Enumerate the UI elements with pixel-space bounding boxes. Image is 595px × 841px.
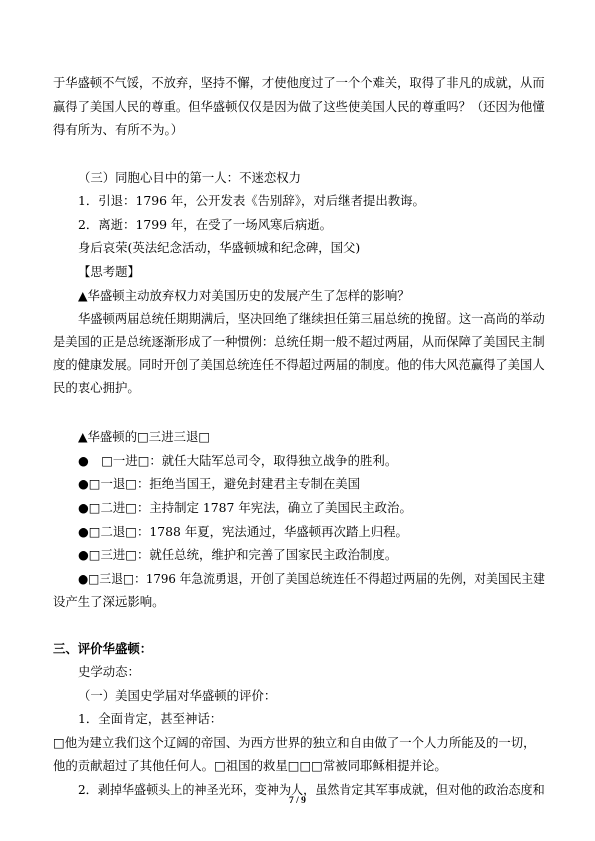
section-heading: 三、评价华盛顿： [53,641,153,656]
jintui-title: ▲华盛顿的□三进三退□ [78,429,211,444]
body-line: □他为建立我们这个辽阔的帝国、为西方世界的独立和自由做了一个人力所能及的一切， [53,735,536,750]
list-item: ●□一退□：拒绝当国王，避免封建君主专制在美国 [78,476,361,491]
list-item: ●□二进□：主持制定 1787 年宪法，确立了美国民主政治。 [78,500,412,515]
page-number: 7 / 9 [289,796,306,806]
list-item: 1．全面肯定，甚至神话： [78,711,223,726]
list-item: ●□三进□：就任总统，维护和完善了国家民主政治制度。 [78,547,398,562]
think-label: 【思考题】 [78,264,140,279]
body-line: 他的贡献超过了其他任何人。□祖国的救星□□□常被同耶稣相提并论。 [53,758,447,773]
section-heading: （三）同胞心目中的第一人：不迷恋权力 [78,170,302,185]
think-question: ▲华盛顿主动放弃权力对美国历史的发展产生了怎样的影响？ [78,288,410,303]
body-line: 于华盛顿不气馁，不放弃，坚持不懈，才使他度过了一个个难关，取得了非凡的成就，从而 [53,75,545,90]
body-line: （一）美国史学届对华盛顿的评价： [78,688,277,703]
body-line: 身后哀荣(英法纪念活动，华盛顿城和纪念碑，国父) [78,240,361,255]
body-line: 民的衷心拥护。 [53,380,140,395]
list-item: 2．剥掉华盛顿头上的神圣光环，变神为人，虽然肯定其军事成就，但对他的政治态度和 [78,782,545,797]
list-item: 2．离逝：1799 年，在受了一场风寒后病逝。 [78,217,332,232]
body-line: 设产生了深远影响。 [53,594,165,609]
body-line: 度的健康发展。同时开创了美国总统连任不得超过两届的制度。他的伟大风范赢得了美国人 [53,357,545,372]
list-item: ●□二退□：1788 年夏，宪法通过，华盛顿再次踏上归程。 [78,524,408,539]
body-line: 华盛顿两届总统任期期满后，坚决回绝了继续担任第三届总统的挽留。这一高尚的举动 [78,311,545,326]
list-item: ●□三退□：1796 年急流勇退，开创了美国总统连任不得超过两届的先例，对美国民主建 [78,571,545,586]
body-line: 是美国的正是总统逐渐形成了一种惯例：总统任期一般不超过两届，从而保障了美国民主制 [53,334,545,349]
body-line: 赢得了美国人民的尊重。但华盛顿仅仅是因为做了这些使美国人民的尊重吗？（还因为他懂 [53,99,545,114]
body-line: 得有所为、有所不为。） [53,122,184,137]
list-item: ● □一进□：就任大陆军总司令，取得独立战争的胜利。 [78,453,398,468]
body-line: 史学动态： [78,664,140,679]
list-item: 1．引退：1796 年，公开发表《告别辞》，对后继者提出教诲。 [78,193,425,208]
